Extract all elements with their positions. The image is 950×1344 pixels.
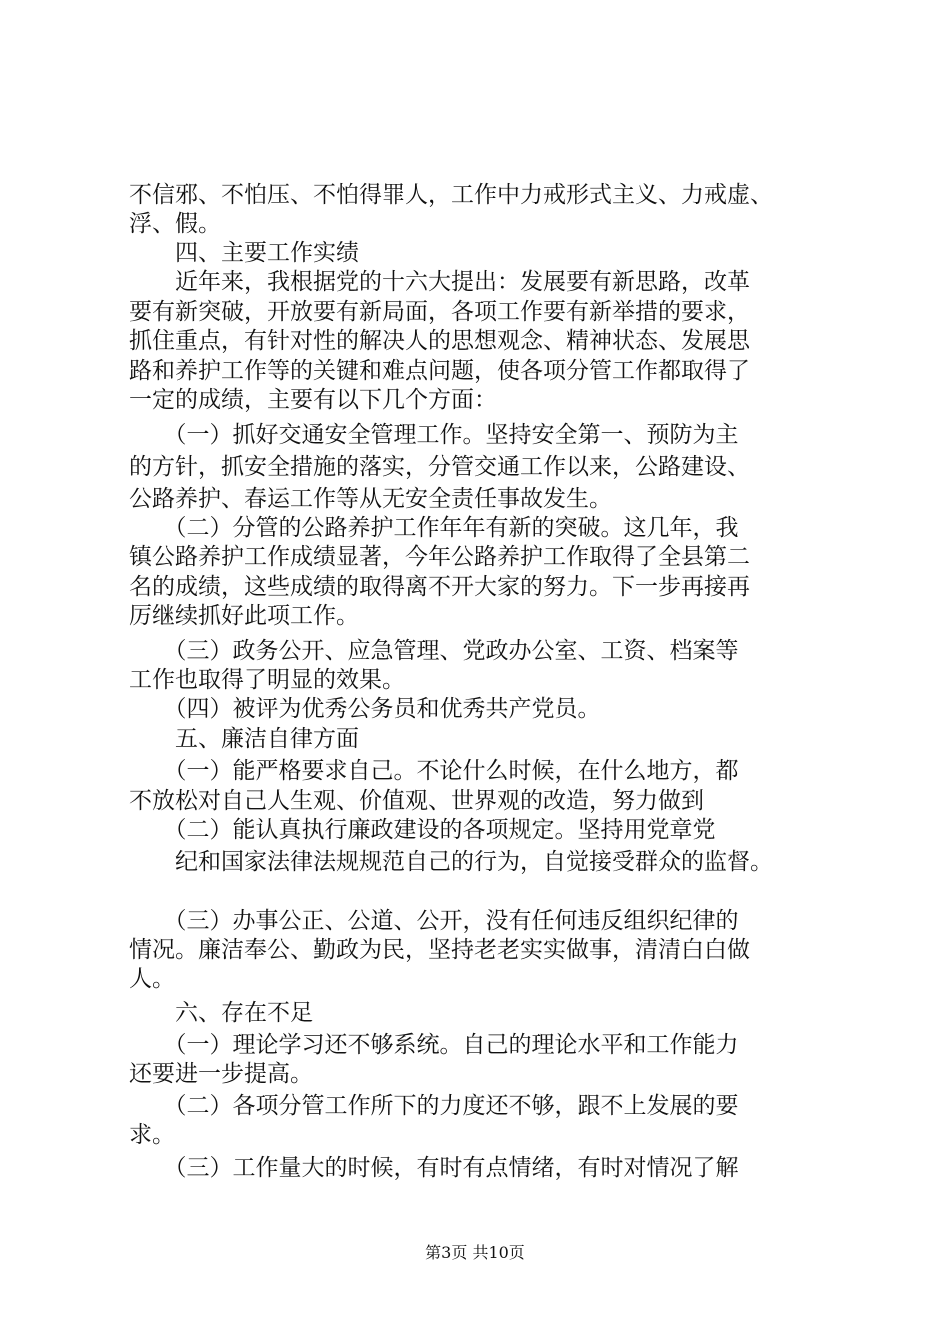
section-heading: 四、主要工作实绩 bbox=[129, 240, 359, 266]
text-line: 人。 bbox=[129, 966, 175, 992]
section-heading: 五、廉洁自律方面 bbox=[129, 726, 359, 752]
text-line: 工作也取得了明显的效果。 bbox=[129, 667, 405, 693]
text-line: 一定的成绩，主要有以下几个方面： bbox=[129, 387, 497, 413]
text-line: 纪和国家法律法规规范自己的行为，自觉接受群众的监督。 bbox=[129, 849, 773, 875]
text-line: 名的成绩，这些成绩的取得离不开大家的努力。下一步再接再 bbox=[129, 574, 750, 600]
text-line: 要有新突破，开放要有新局面，各项工作要有新举措的要求， bbox=[129, 299, 750, 325]
text-line: 还要进一步提高。 bbox=[129, 1061, 313, 1087]
text-line: （一）理论学习还不够系统。自己的理论水平和工作能力 bbox=[129, 1032, 739, 1058]
text-line: 不放松对自己人生观、价值观、世界观的改造，努力做到 bbox=[129, 788, 704, 814]
text-line: （二）各项分管工作所下的力度还不够，跟不上发展的要 bbox=[129, 1093, 739, 1119]
text-line: （三）政务公开、应急管理、党政办公室、工资、档案等 bbox=[129, 638, 739, 664]
text-line: （二）能认真执行廉政建设的各项规定。坚持用党章党 bbox=[129, 817, 716, 843]
text-line: 不信邪、不怕压、不怕得罪人，工作中力戒形式主义、力戒虚、 bbox=[129, 182, 773, 208]
text-line: 的方针，抓安全措施的落实，分管交通工作以来，公路建设、 bbox=[129, 454, 750, 480]
text-line: 情况。廉洁奉公、勤政为民，坚持老老实实做事，清清白白做 bbox=[129, 937, 750, 963]
text-line: 抓住重点，有针对性的解决人的思想观念、精神状态、发展思 bbox=[129, 328, 750, 354]
text-line: 厉继续抓好此项工作。 bbox=[129, 603, 359, 629]
text-line: 路和养护工作等的关键和难点问题，使各项分管工作都取得了 bbox=[129, 358, 750, 384]
section-heading: 六、存在不足 bbox=[129, 1000, 313, 1026]
page-number-footer: 第3页 共10页 bbox=[425, 1243, 525, 1262]
text-line: （一）抓好交通安全管理工作。坚持安全第一、预防为主 bbox=[129, 422, 739, 448]
text-line: （一）能严格要求自己。不论什么时候，在什么地方，都 bbox=[129, 758, 739, 784]
text-line: 公路养护、春运工作等从无安全责任事故发生。 bbox=[129, 486, 612, 512]
text-line: （二）分管的公路养护工作年年有新的突破。这几年，我 bbox=[129, 515, 739, 541]
text-line: （三）工作量大的时候，有时有点情绪，有时对情况了解 bbox=[129, 1155, 739, 1181]
text-line: （三）办事公正、公道、公开，没有任何违反组织纪律的 bbox=[129, 908, 739, 934]
text-line: 近年来，我根据党的十六大提出：发展要有新思路，改革 bbox=[129, 269, 750, 295]
text-line: （四）被评为优秀公务员和优秀共产党员。 bbox=[129, 696, 601, 722]
text-line: 求。 bbox=[129, 1122, 175, 1148]
text-line: 浮、假。 bbox=[129, 211, 221, 237]
text-line: 镇公路养护工作成绩显著，今年公路养护工作取得了全县第二 bbox=[129, 544, 750, 570]
